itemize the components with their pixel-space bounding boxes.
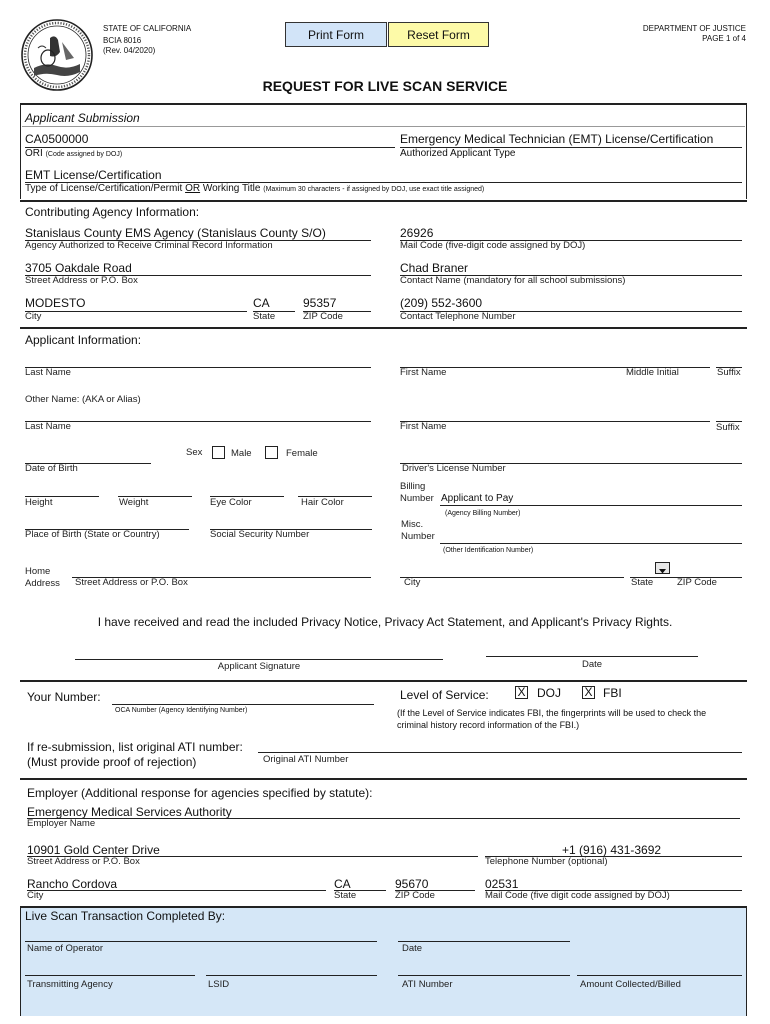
home-state-label: State <box>631 577 654 588</box>
agency-state-field[interactable]: CA <box>253 296 270 310</box>
state-label: STATE OF CALIFORNIA <box>103 24 192 33</box>
form-title: REQUEST FOR LIVE SCAN SERVICE <box>262 78 508 94</box>
agency-field[interactable]: Stanislaus County EMS Agency (Stanislaus County S/O) <box>25 226 326 240</box>
home-street-label: Street Address or P.O. Box <box>75 577 188 588</box>
last-name-label: Last Name <box>25 367 71 378</box>
place-of-birth-label: Place of Birth (State or Country) <box>25 529 160 540</box>
home-label-2: Address <box>25 578 60 589</box>
eye-color-label: Eye Color <box>210 497 252 508</box>
amount-collected-label: Amount Collected/Billed <box>580 979 681 990</box>
agency-state-label: State <box>253 311 276 322</box>
aka-first-name-label: First Name <box>400 421 447 432</box>
home-zip-label: ZIP Code <box>677 577 717 588</box>
applicant-info-heading: Applicant Information: <box>25 333 142 347</box>
contact-name-field[interactable]: Chad Braner <box>400 261 469 275</box>
billing-sub-label: (Agency Billing Number) <box>445 510 521 517</box>
oca-label: OCA Number (Agency Identifying Number) <box>115 707 248 714</box>
mail-code-label: Mail Code (five-digit code assigned by DOJ) <box>400 240 586 251</box>
operator-label: Name of Operator <box>27 943 104 954</box>
department-label: DEPARTMENT OF JUSTICE <box>642 24 746 33</box>
aka-suffix-label: Suffix <box>716 422 740 433</box>
home-city-label: City <box>404 577 421 588</box>
revision: (Rev. 04/2020) <box>103 46 156 55</box>
form-number: BCIA 8016 <box>103 36 142 45</box>
contact-phone-field[interactable]: (209) 552-3600 <box>400 296 483 310</box>
middle-initial-label: Middle Initial <box>626 367 679 378</box>
agency-city-label: City <box>25 311 42 322</box>
mail-code-field[interactable]: 26926 <box>400 226 434 240</box>
employer-city-label: City <box>27 890 44 901</box>
billing-label-1: Billing <box>400 481 426 492</box>
live-scan-heading: Live Scan Transaction Completed By: <box>25 909 226 923</box>
employer-street-field[interactable]: 10901 Gold Center Drive <box>27 843 160 857</box>
employer-city-field[interactable]: Rancho Cordova <box>27 877 118 891</box>
misc-label-1: Misc. <box>401 519 424 530</box>
live-scan-date-label: Date <box>402 943 423 954</box>
employer-zip-field[interactable]: 95670 <box>395 877 429 891</box>
misc-sub-label: (Other Identification Number) <box>443 547 534 554</box>
ori-label: ORI (Code assigned by DOJ) <box>25 148 123 159</box>
original-ati-label: Original ATI Number <box>263 754 349 765</box>
agency-label: Agency Authorized to Receive Criminal Record Information <box>25 240 273 251</box>
other-name-label: Other Name: (AKA or Alias) <box>25 394 141 405</box>
contributing-agency-heading: Contributing Agency Information: <box>25 205 200 219</box>
employer-mail-code-field[interactable]: 02531 <box>485 877 519 891</box>
agency-street-label: Street Address or P.O. Box <box>25 275 138 286</box>
employer-mail-code-label: Mail Code (five digit code assigned by DOJ) <box>485 890 670 901</box>
drivers-license-label: Driver's License Number <box>402 463 506 474</box>
male-checkbox[interactable] <box>212 446 225 459</box>
female-checkbox[interactable] <box>265 446 278 459</box>
employer-phone-field[interactable]: +1 (916) 431-3692 <box>562 843 662 857</box>
signature-date-label: Date <box>581 659 603 670</box>
fbi-label: FBI <box>603 686 622 700</box>
employer-street-label: Street Address or P.O. Box <box>27 856 140 867</box>
your-number-label: Your Number: <box>27 690 101 704</box>
home-label-1: Home <box>25 566 51 577</box>
resubmission-note: (Must provide proof of rejection) <box>27 755 197 769</box>
employer-zip-label: ZIP Code <box>395 890 435 901</box>
billing-label-2: Number <box>400 493 434 504</box>
doj-checkbox[interactable]: X <box>515 686 528 699</box>
misc-label-2: Number <box>401 531 435 542</box>
employer-name-field[interactable]: Emergency Medical Services Authority <box>27 805 232 819</box>
transmitting-agency-label: Transmitting Agency <box>27 979 113 990</box>
employer-state-field[interactable]: CA <box>334 877 351 891</box>
agency-zip-label: ZIP Code <box>303 311 343 322</box>
suffix-label: Suffix <box>717 367 741 378</box>
fbi-note-line-2: criminal history record information of the FBI.) <box>397 720 580 730</box>
applicant-type-field[interactable]: Emergency Medical Technician (EMT) License/Certification <box>400 132 714 146</box>
employer-heading: Employer (Additional response for agencies specified by statute): <box>27 786 373 800</box>
agency-city-field[interactable]: MODESTO <box>25 296 86 310</box>
license-type-field[interactable]: EMT License/Certification <box>25 168 162 182</box>
ati-number-label: ATI Number <box>402 979 453 990</box>
ori-field[interactable]: CA0500000 <box>25 132 89 146</box>
contact-name-label: Contact Name (mandatory for all school submissions) <box>400 275 626 286</box>
print-form-button[interactable]: Print Form <box>285 22 387 47</box>
lsid-label: LSID <box>208 979 230 990</box>
signature-label: Applicant Signature <box>217 661 301 672</box>
state-dropdown[interactable] <box>655 562 670 574</box>
chevron-down-icon <box>656 566 669 576</box>
license-type-label: Type of License/Certification/Permit OR Working Title (Maximum 30 characters - if assigned by DOJ, use exact title assigned) <box>25 183 485 194</box>
doj-label: DOJ <box>537 686 561 700</box>
applicant-submission-heading: Applicant Submission <box>25 111 140 125</box>
first-name-label: First Name <box>400 367 447 378</box>
employer-state-label: State <box>334 890 357 901</box>
privacy-statement: I have received and read the included Privacy Notice, Privacy Act Statement, and Applicant's Privacy Rights. <box>97 615 673 629</box>
sex-label: Sex <box>186 447 203 458</box>
ssn-label: Social Security Number <box>210 529 310 540</box>
billing-number-field[interactable]: Applicant to Pay <box>441 493 514 504</box>
weight-label: Weight <box>119 497 149 508</box>
page-number: PAGE 1 of 4 <box>702 34 746 43</box>
fbi-note-line-1: (If the Level of Service indicates FBI, the fingerprints will be used to check the <box>397 708 707 718</box>
female-label: Female <box>286 448 318 459</box>
level-of-service-label: Level of Service: <box>400 688 489 702</box>
agency-street-field[interactable]: 3705 Oakdale Road <box>25 261 132 275</box>
fbi-checkbox[interactable]: X <box>582 686 595 699</box>
reset-form-button[interactable]: Reset Form <box>388 22 489 47</box>
dob-label: Date of Birth <box>25 463 78 474</box>
aka-last-name-label: Last Name <box>25 421 71 432</box>
male-label: Male <box>231 448 252 459</box>
resubmission-label: If re-submission, list original ATI number: <box>27 740 243 754</box>
employer-name-label: Employer Name <box>27 818 96 829</box>
height-label: Height <box>25 497 53 508</box>
hair-color-label: Hair Color <box>301 497 344 508</box>
contact-phone-label: Contact Telephone Number <box>400 311 516 322</box>
applicant-type-label: Authorized Applicant Type <box>400 148 516 159</box>
agency-zip-field[interactable]: 95357 <box>303 296 337 310</box>
employer-phone-label: Telephone Number (optional) <box>485 856 608 867</box>
